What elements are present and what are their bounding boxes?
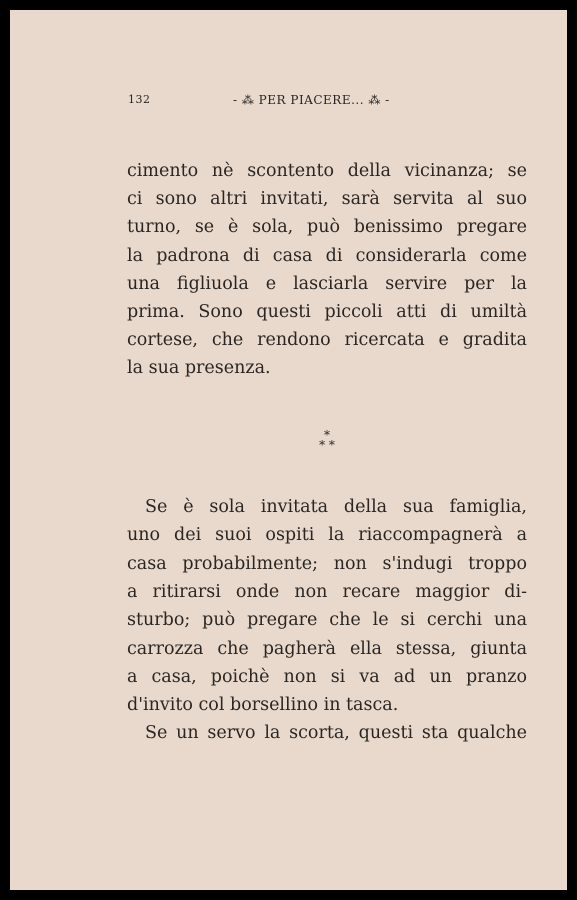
running-head: - ⁂ PER PIACERE... ⁂ -: [233, 93, 390, 107]
book-page: [10, 10, 567, 890]
text-line: carrozza che pagherà ella stessa, giunta: [127, 639, 527, 659]
text-line: una figliuola e lasciarla servire per la: [127, 274, 527, 294]
page-number: 132: [128, 93, 151, 106]
text-line: sturbo; può pregare che le si cerchi una: [127, 610, 527, 630]
ornament-star-top: *: [324, 428, 330, 442]
text-line: cimento nè scontento della vicinanza; se: [127, 161, 527, 181]
text-line: la sua presenza.: [127, 358, 271, 378]
text-line: turno, se è sola, può benissimo pregare: [127, 217, 527, 237]
text-line: d'invito col borsellino in tasca.: [127, 695, 399, 715]
section-ornament: [312, 430, 342, 454]
text-line: Se un servo la scorta, questi sta qualche: [145, 723, 527, 743]
text-line: uno dei suoi ospiti la riaccompagnerà a: [127, 525, 527, 545]
text-line: ci sono altri invitati, sarà servita al suo: [127, 189, 527, 209]
page-header: [128, 93, 438, 111]
text-line: a casa, poichè non si va ad un pranzo: [127, 667, 527, 687]
text-line: cortese, che rendono ricercata e gradita: [127, 330, 527, 350]
text-line: Se è sola invitata della sua famiglia,: [145, 497, 527, 517]
ornament-stars-bottom: * *: [319, 438, 335, 452]
text-line: a ritirarsi onde non recare maggior di-: [127, 582, 527, 602]
text-line: casa probabilmente; non s'indugi troppo: [127, 554, 527, 574]
text-line: prima. Sono questi piccoli atti di umiltà: [127, 302, 527, 322]
text-line: la padrona di casa di considerarla come: [127, 246, 527, 266]
